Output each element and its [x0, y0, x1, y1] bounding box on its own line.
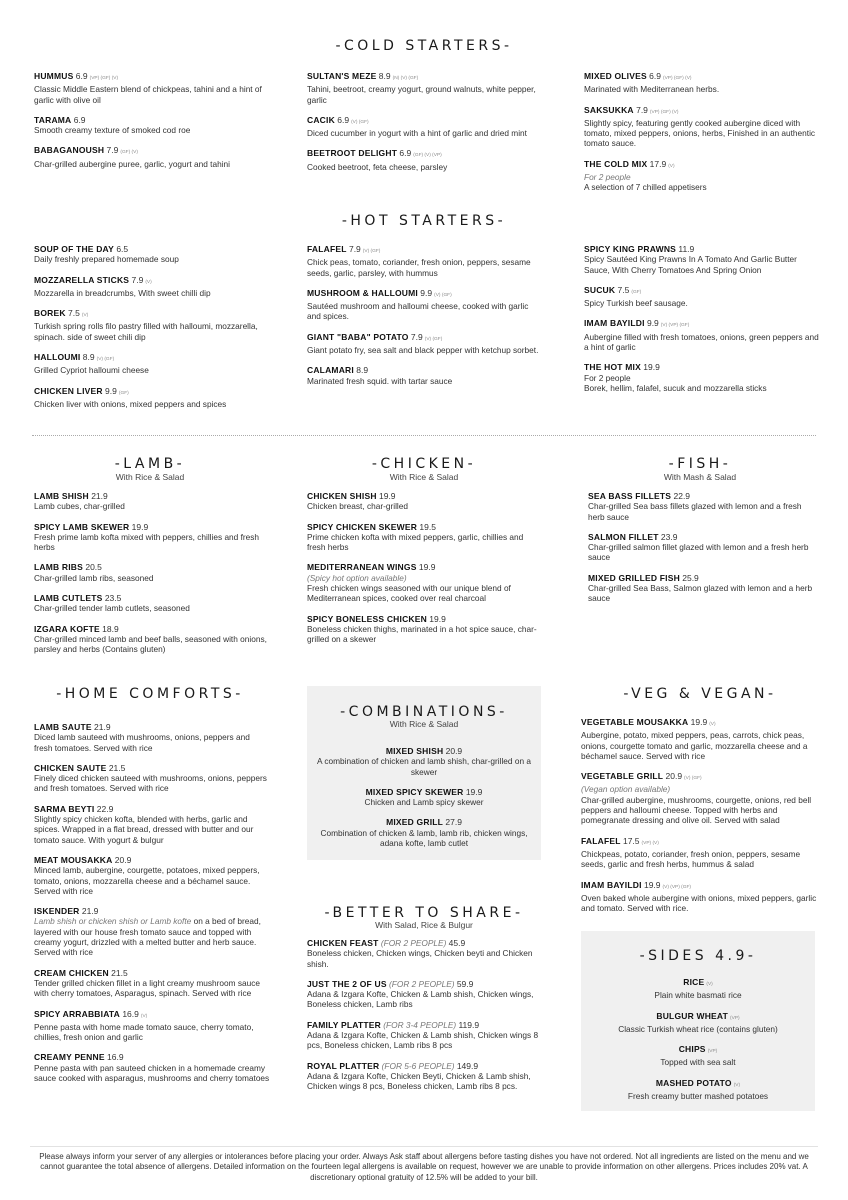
- item-description: Turkish spring rolls filo pastry filled with halloumi, mozzarella, spinach. side of sweet chili dip: [34, 321, 258, 342]
- menu-item-mashed-potato: [589, 1078, 807, 1102]
- item-price: 20.9: [665, 771, 683, 782]
- item-description: Chicken breast, char-grilled: [307, 501, 408, 512]
- item-price: 7.9: [348, 244, 361, 254]
- dietary-tags: (V) (GF): [96, 357, 115, 363]
- lamb-subtitle: With Rice & Salad: [115, 472, 185, 482]
- item-description: Adana & Izgara Kofte, Chicken & Lamb shish, Chicken wings, Boneless chicken, Lamb ribs: [307, 989, 534, 1010]
- item-name: BABAGANOUSH: [34, 145, 105, 156]
- menu-item-the-cold-mix: [584, 159, 820, 193]
- veg-vegan-title: -VEG & VEGAN-: [623, 686, 777, 702]
- item-description: Aubergine filled with fresh tomatoes, onions, green peppers and a hint of garlic: [584, 331, 819, 353]
- item-price: 19.9: [643, 879, 661, 890]
- menu-item-vegetable-grill: [581, 771, 817, 825]
- item-name: MIXED GRILL: [386, 817, 444, 828]
- item-description: Oven baked whole aubergine with onions, mixed peppers, garlic and tomato. Served with rice.: [581, 892, 817, 914]
- cold-col-1: [34, 71, 270, 179]
- item-description: Daily freshly prepared homemade soup: [34, 254, 179, 265]
- item-price: 19.9: [465, 786, 483, 797]
- item-description: Char-grilled lamb ribs, seasoned: [34, 572, 154, 583]
- item-description: Topped with sea salt: [660, 1057, 736, 1068]
- item-price: 6.9: [75, 71, 88, 81]
- item-price: 6.5: [116, 244, 129, 254]
- item-name: MIXED SPICY SKEWER: [365, 786, 464, 797]
- item-name: MUSHROOM & HALLOUMI: [307, 287, 418, 298]
- dietary-tags: (V): [140, 1013, 148, 1019]
- item-price: 19.9: [429, 613, 446, 624]
- menu-item-imam-bayildi: [581, 880, 817, 914]
- item-price: 8.9: [82, 352, 95, 363]
- item-name: SARMA BEYTI: [34, 803, 95, 814]
- item-name: SULTAN'S MEZE: [307, 71, 377, 81]
- dietary-tags: (VP) (V): [641, 840, 659, 846]
- menu-item-mediterranean-wings: [307, 562, 543, 603]
- item-name: CREAM CHICKEN: [34, 967, 109, 978]
- dietary-tags: (GF) (V) (VP): [413, 153, 442, 159]
- dietary-tags: (V): [668, 163, 675, 169]
- item-name: BOREK: [34, 308, 66, 319]
- dietary-tags: (GF) (V): [120, 150, 138, 156]
- item-price: 59.9: [456, 978, 474, 989]
- item-description: Adana & Izgara Kofte, Chicken Beyti, Chicken & Lamb shish, Chicken wings 8 pcs, Boneless chicken, Lamb ribs 8 pcs.: [307, 1070, 531, 1092]
- menu-item-creamy-penne: [34, 1052, 270, 1083]
- menu-item-cream-chicken: [34, 968, 270, 999]
- menu-item-beetroot-delight: [307, 148, 543, 172]
- hot-col-1: [34, 244, 270, 419]
- menu-item-lamb-cutlets: [34, 593, 270, 614]
- menu-item-mozzarella-sticks: [34, 275, 270, 299]
- item-name: CHICKEN FEAST: [307, 938, 379, 948]
- item-name: CHIPS: [678, 1044, 706, 1055]
- item-name: MASHED POTATO: [655, 1077, 732, 1088]
- fish-subtitle: With Mash & Salad: [663, 472, 737, 482]
- item-price: 16.9: [122, 1008, 139, 1019]
- item-price: 21.5: [111, 967, 128, 978]
- item-price: 20.5: [85, 562, 102, 573]
- lamb-list: [34, 491, 270, 665]
- item-name: SPICY LAMB SKEWER: [34, 521, 130, 532]
- item-name: GIANT "BABA" POTATO: [307, 331, 409, 342]
- item-name: CHICKEN LIVER: [34, 385, 103, 396]
- menu-item-cacik: [307, 115, 543, 139]
- item-price: 7.9: [636, 104, 648, 115]
- item-description: Sautéed mushroom and halloumi cheese, cooked with garlic and spices.: [307, 301, 529, 322]
- item-description: Fresh creamy butter mashed potatoes: [627, 1091, 769, 1102]
- item-name: LAMB SAUTE: [34, 722, 92, 732]
- allergen-footer: Please always inform your server of any allergies or intolerances before placing your order. Always Ask staff about allergens before tasting dishes you have not ordered. Not all ingredients are listed on the menu and we cannot guarantee the total absence of allergens. Detailed information on the fourteen legal allergens is available on request, however we are unable to provide information on other allergens. Prices includes 20% vat. A discretionary optional gratuity of 12.5% will be added to your bill.: [39, 1152, 809, 1182]
- item-description: Char-grilled Sea Bass, Salmon glazed with lemon and a herb sauce: [588, 583, 813, 604]
- item-name: SPICY CHICKEN SKEWER: [307, 521, 418, 532]
- dietary-tags: (V) (GF): [424, 336, 443, 342]
- item-description: Char-grilled salmon fillet glazed with lemon and a fresh herb sauce: [588, 542, 809, 563]
- item-price: 9.9: [420, 287, 433, 298]
- menu-item-chicken-feast: [307, 938, 543, 969]
- item-note: (Spicy hot option available): [307, 572, 407, 583]
- home-comforts-list: [34, 722, 270, 1093]
- menu-item-mixed-shish: [315, 746, 533, 777]
- item-note: For 2 people: [584, 172, 631, 183]
- item-description: Grilled Cypriot halloumi cheese: [34, 365, 149, 376]
- item-price: 22.9: [673, 491, 691, 501]
- item-description: Chicken and Lamb spicy skewer: [364, 797, 484, 808]
- item-description: Cooked beetroot, feta cheese, parsley: [307, 161, 448, 172]
- item-description: Classic Middle Eastern blend of chickpeas, tahini and a hint of garlic with olive oil: [34, 84, 262, 105]
- item-price: 18.9: [102, 623, 119, 634]
- item-name: BEETROOT DELIGHT: [307, 148, 398, 159]
- menu-item-calamari: [307, 365, 543, 386]
- item-price: 6.9: [73, 114, 86, 125]
- item-description: Plain white basmati rice: [654, 990, 742, 1001]
- item-price: 7.9: [410, 331, 423, 342]
- item-name: IMAM BAYILDI: [584, 318, 645, 329]
- sides-list: [589, 977, 807, 1111]
- dietary-tags: (V): [706, 982, 713, 987]
- item-name: JUST THE 2 OF US: [307, 978, 387, 989]
- item-description: Diced cucumber in yogurt with a hint of garlic and dried mint: [307, 128, 527, 139]
- item-price: 16.9: [107, 1052, 124, 1063]
- footer-rule: [30, 1146, 818, 1147]
- item-name: THE HOT MIX: [584, 362, 641, 373]
- item-description: Spicy Turkish beef sausage.: [584, 298, 688, 309]
- dietary-tags: (VP): [707, 1049, 718, 1055]
- item-note: (FOR 3-4 PEOPLE): [383, 1019, 457, 1030]
- menu-item-chicken-liver: [34, 386, 270, 410]
- veg-vegan-list: [581, 717, 817, 923]
- menu-item-sultan-s-meze: [307, 71, 543, 105]
- menu-item-lamb-ribs: [34, 562, 270, 583]
- item-price: 20.9: [114, 854, 132, 865]
- item-note: (FOR 5-6 PEOPLE): [381, 1060, 455, 1071]
- item-name: CHICKEN SHISH: [307, 491, 377, 501]
- item-price: 7.5: [68, 308, 80, 319]
- better-to-share-list: [307, 938, 543, 1102]
- dietary-tags: (V) (VP) (GF): [660, 323, 690, 329]
- menu-item-imam-bayildi: [584, 318, 820, 352]
- dietary-tags: (VP) (GF) (V): [89, 76, 119, 81]
- menu-item-iskender: [34, 906, 270, 957]
- item-name: MEAT MOUSAKKA: [34, 854, 113, 865]
- item-name: MIXED GRILLED FISH: [588, 572, 680, 583]
- item-description: Char-grilled minced lamb and beef balls, seasoned with onions, parsley and herbs (Contains gluten): [34, 633, 267, 655]
- dietary-tags: (V) (VP) (GF): [662, 884, 692, 890]
- item-price: 7.9: [106, 145, 119, 156]
- menu-item-the-hot-mix: [584, 362, 820, 393]
- item-description: Char-grilled aubergine, mushrooms, courgette, onions, red bell peppers and halloumi cheese. Topped with herbs and pomegranate dressing and olive oil. Served with salad: [581, 794, 812, 826]
- menu-item-lamb-saute: [34, 722, 270, 753]
- item-name: SOUP OF THE DAY: [34, 244, 114, 254]
- item-name: RICE: [683, 977, 705, 987]
- item-name: FALAFEL: [581, 835, 621, 846]
- item-name: SUCUK: [584, 284, 616, 295]
- item-name: SPICY BONELESS CHICKEN: [307, 613, 427, 624]
- item-name: IZGARA KOFTE: [34, 623, 100, 634]
- item-price: 25.9: [682, 572, 699, 583]
- item-price: 9.9: [105, 385, 117, 396]
- item-price: 149.9: [456, 1060, 479, 1071]
- menu-item-mixed-grill: [315, 817, 533, 848]
- menu-item-just-the-2-of-us: [307, 979, 543, 1010]
- item-description: Lamb cubes, char-grilled: [34, 501, 125, 512]
- item-description: Penne pasta with pan sauteed chicken in a homemade creamy sauce cooked with asparagus, mushrooms and cherry tomatoes: [34, 1062, 270, 1084]
- item-price: 21.9: [94, 722, 111, 732]
- menu-item-sucuk: [584, 285, 820, 309]
- menu-item-spicy-chicken-skewer: [307, 522, 543, 553]
- item-note: Lamb shish or chicken shish or Lamb kofte: [34, 916, 192, 927]
- menu-item-hummus: [34, 71, 270, 105]
- dietary-tags: (N) (V) (GF): [392, 76, 419, 81]
- menu-item-royal-platter: [307, 1061, 543, 1092]
- home-comforts-title: -HOME COMFORTS-: [56, 686, 244, 702]
- dietary-tags: (V) (GF): [684, 776, 702, 782]
- menu-item-borek: [34, 308, 270, 342]
- item-price: 8.9: [356, 365, 369, 376]
- item-note: (FOR 2 PEOPLE): [389, 978, 455, 989]
- item-name: TARAMA: [34, 114, 72, 125]
- item-description: Classic Turkish wheat rice (contains gluten): [618, 1023, 778, 1034]
- menu-item-sea-bass-fillets: [588, 491, 816, 522]
- menu-item-vegetable-mousakka: [581, 717, 817, 761]
- menu-item-bulgur-wheat: [589, 1011, 807, 1035]
- item-name: LAMB SHISH: [34, 491, 89, 501]
- dietary-tags: (V): [733, 1082, 741, 1088]
- menu-item-spicy-boneless-chicken: [307, 614, 543, 645]
- item-description: Mozzarella in breadcrumbs, With sweet chilli dip: [34, 287, 211, 298]
- item-description: Giant potato fry, sea salt and black pepper with ketchup sorbet.: [307, 345, 539, 356]
- item-name: SPICY ARRABBIATA: [34, 1008, 121, 1019]
- lamb-title: -LAMB-: [114, 456, 186, 472]
- item-name: VEGETABLE GRILL: [581, 771, 664, 782]
- item-price: 19.9: [690, 717, 708, 727]
- item-description: A selection of 7 chilled appetisers: [584, 182, 707, 193]
- item-price: 119.9: [458, 1019, 480, 1030]
- dietary-tags: (GF): [631, 289, 642, 295]
- item-description: Spicy Sautéed King Prawns In A Tomato And Garlic Butter Sauce, With Cherry Tomatoes And Spring Onion: [584, 254, 797, 275]
- item-name: BULGUR WHEAT: [656, 1010, 729, 1021]
- item-price: 19.9: [418, 562, 436, 573]
- item-price: 27.9: [445, 817, 462, 828]
- item-name: ROYAL PLATTER: [307, 1060, 380, 1071]
- item-description: Combination of chicken & lamb, lamb rib, chicken wings, adana kofte, lamb cutlet: [320, 827, 528, 849]
- menu-item-spicy-lamb-skewer: [34, 522, 270, 553]
- item-price: 22.9: [96, 803, 114, 814]
- menu-item-mixed-olives: [584, 71, 820, 95]
- item-description: Slightly spicy, featuring gently cooked aubergine diced with tomato, mixed peppers, onions, herbs, Finished in an authentic tomato sauce.: [584, 117, 816, 149]
- menu-item-izgara-kofte: [34, 624, 270, 655]
- item-price: 8.9: [378, 71, 391, 81]
- item-name: CALAMARI: [307, 365, 354, 376]
- item-price: 6.9: [649, 71, 661, 81]
- item-name: SPICY KING PRAWNS: [584, 244, 677, 254]
- item-name: CACIK: [307, 114, 335, 125]
- item-price: 21.5: [108, 762, 126, 773]
- item-price: 17.5: [622, 835, 640, 846]
- menu-item-chicken-saute: [34, 763, 270, 794]
- item-name: MOZZARELLA STICKS: [34, 274, 130, 285]
- sides-title: -SIDES 4.9-: [639, 948, 757, 964]
- item-description: Tender grilled chicken fillet in a light creamy mushroom sauce with cherry tomatoes, Asparagus, spinach. Served with rice: [34, 977, 260, 999]
- cold-col-3: [584, 71, 820, 203]
- item-name: SEA BASS FILLETS: [588, 491, 672, 501]
- hot-starters-title: -HOT STARTERS-: [341, 213, 507, 229]
- dietary-tags: (V) (GF): [351, 119, 369, 125]
- cold-starters-title: -COLD STARTERS-: [335, 38, 513, 54]
- dietary-tags: (GF): [118, 390, 129, 396]
- item-description: Tahini, beetroot, creamy yogurt, ground walnuts, white pepper, garlic: [307, 84, 536, 105]
- menu-item-soup-of-the-day: [34, 244, 270, 265]
- item-price: 7.5: [617, 284, 630, 295]
- item-name: SALMON FILLET: [588, 531, 659, 542]
- dietary-tags: (V): [145, 279, 152, 285]
- item-description: Chickpeas, potato, coriander, fresh onion, peppers, sesame seeds, garlic and fresh herbs, hummus & salad: [581, 848, 801, 870]
- item-description: Minced lamb, aubergine, courgette, potatoes, mixed peppers, tomato, onions, mozzarella cheese and a béchamel sauce. Served with rice: [34, 865, 260, 896]
- item-price: 9.9: [646, 318, 659, 329]
- chicken-subtitle: With Rice & Salad: [389, 472, 459, 482]
- item-price: 6.9: [399, 148, 412, 159]
- menu-item-chips: [589, 1044, 807, 1068]
- item-description: Char-grilled tender lamb cutlets, seasoned: [34, 603, 190, 614]
- item-name: SAKSUKKA: [584, 104, 634, 115]
- item-name: IMAM BAYILDI: [581, 879, 642, 890]
- menu-item-babaganoush: [34, 145, 270, 169]
- item-price: 7.9: [131, 274, 144, 285]
- item-description: Chick peas, tomato, coriander, fresh onion, peppers, sesame seeds, garlic, parsley, with hummus: [307, 257, 531, 278]
- item-description: Slightly spicy chicken kofta, blended with herbs, garlic and spices. Wrapped in a flat bread, dressed with butter and our tomato sauce. With yogurt & bulgur: [34, 814, 254, 845]
- dietary-tags: (VP) (GF) (V): [663, 76, 692, 81]
- item-price: 19.9: [378, 491, 396, 501]
- chicken-title: -CHICKEN-: [371, 456, 477, 472]
- menu-item-family-platter: [307, 1020, 543, 1051]
- item-note: (Vegan option available): [581, 784, 671, 795]
- combinations-title: -COMBINATIONS-: [340, 704, 508, 720]
- menu-item-meat-mousakka: [34, 855, 270, 896]
- item-price: 11.9: [678, 244, 695, 254]
- item-price: 45.9: [448, 938, 466, 948]
- item-price: 6.9: [337, 114, 350, 125]
- menu-item-spicy-arrabbiata: [34, 1009, 270, 1043]
- dietary-tags: (VP) (GF) (V): [649, 109, 679, 115]
- item-description: on a bed of bread, layered with our house fresh tomato sauce and topped with creamy yogurt, drizzled with a melted butter and herb sauce. Served with rice: [34, 916, 261, 958]
- item-price: 23.5: [104, 593, 122, 604]
- menu-item-chicken-shish: [307, 491, 543, 512]
- item-name: CREAMY PENNE: [34, 1052, 105, 1063]
- item-price: 20.9: [445, 746, 463, 756]
- dietary-tags: (V) (GF): [434, 292, 452, 298]
- item-name: FALAFEL: [307, 244, 347, 254]
- hot-col-2: [307, 244, 543, 396]
- fish-list: [588, 491, 816, 614]
- item-description: Boneless chicken thighs, marinated in a hot spice sauce, char-grilled on a skewer: [307, 623, 537, 645]
- combinations-subtitle: With Rice & Salad: [389, 719, 459, 729]
- item-description: Fresh chicken wings seasoned with our unique blend of Mediterranean spices, cooked over real charcoal: [307, 583, 511, 604]
- item-name: LAMB RIBS: [34, 562, 84, 573]
- item-description: Marinated fresh squid. with tartar sauce: [307, 375, 453, 386]
- item-name: MIXED SHISH: [385, 746, 444, 756]
- item-description: Diced lamb sauteed with mushrooms, onions, peppers and fresh tomatoes. Served with rice: [34, 732, 250, 753]
- hot-col-3: [584, 244, 820, 403]
- item-price: 19.9: [643, 362, 660, 373]
- menu-item-sarma-beyti: [34, 804, 270, 845]
- chicken-list: [307, 491, 543, 655]
- menu-item-saksukka: [584, 105, 820, 149]
- item-name: FAMILY PLATTER: [307, 1019, 381, 1030]
- item-name: ISKENDER: [34, 906, 80, 917]
- item-name: HALLOUMI: [34, 352, 81, 363]
- item-price: 23.9: [660, 531, 678, 542]
- item-description: Adana & Izgara Kofte, Chicken & Lamb shish, Chicken wings 8 pcs, Boneless chicken, Lamb ribs 8 pcs: [307, 1030, 539, 1051]
- section-divider: [32, 435, 816, 436]
- combinations-list: [315, 746, 533, 858]
- menu-item-spicy-king-prawns: [584, 244, 820, 275]
- item-name: CHICKEN SAUTE: [34, 762, 107, 773]
- fish-title: -FISH-: [668, 456, 732, 472]
- menu-item-salmon-fillet: [588, 532, 816, 563]
- dietary-tags: (V) (GF): [362, 249, 381, 254]
- item-description: Char-grilled Sea bass fillets glazed with lemon and a fresh herb sauce: [588, 501, 802, 522]
- menu-item-falafel: [307, 244, 543, 278]
- dietary-tags: (VP): [730, 1015, 740, 1021]
- menu-item-halloumi: [34, 352, 270, 376]
- menu-item-tarama: [34, 115, 270, 136]
- dietary-tags: (V): [709, 722, 716, 727]
- menu-item-giant-baba-potato: [307, 332, 543, 356]
- item-description: Marinated with Mediterranean herbs.: [584, 84, 720, 95]
- item-price: 21.9: [91, 491, 108, 501]
- item-description: Char-grilled aubergine puree, garlic, yogurt and tahini: [34, 158, 231, 169]
- item-price: 19.9: [131, 521, 149, 532]
- item-description: Finely diced chicken sauteed with mushrooms, onions, peppers and fresh tomatoes. Served with rice: [34, 773, 267, 794]
- item-name: VEGETABLE MOUSAKKA: [581, 717, 689, 727]
- better-to-share-subtitle: With Salad, Rice & Bulgur: [375, 920, 473, 930]
- item-description: Penne pasta with home made tomato sauce, cherry tomato, chillies, fresh onion and garlic: [34, 1021, 254, 1043]
- item-description: Prime chicken kofta with mixed peppers, garlic, chillies and fresh herbs: [307, 531, 524, 553]
- item-description: For 2 people Borek, hellim, falafel, sucuk and mozzarella sticks: [584, 372, 767, 393]
- menu-item-lamb-shish: [34, 491, 270, 512]
- item-name: THE COLD MIX: [584, 158, 648, 169]
- menu-item-mushroom-halloumi: [307, 288, 543, 322]
- menu-item-mixed-spicy-skewer: [315, 787, 533, 808]
- dietary-tags: (V): [81, 313, 89, 319]
- item-name: MEDITERRANEAN WINGS: [307, 562, 417, 573]
- item-description: Fresh prime lamb kofta mixed with peppers, chillies and fresh herbs: [34, 531, 260, 553]
- item-name: MIXED OLIVES: [584, 71, 647, 81]
- item-price: 21.9: [81, 906, 99, 917]
- item-name: LAMB CUTLETS: [34, 593, 103, 604]
- cold-col-2: [307, 71, 543, 182]
- item-description: A combination of chicken and lamb shish, char-grilled on a skewer: [317, 756, 531, 777]
- better-to-share-title: -BETTER TO SHARE-: [324, 905, 524, 921]
- item-description: Chicken liver with onions, mixed peppers and spices: [34, 398, 227, 409]
- menu-item-falafel: [581, 836, 817, 870]
- item-description: Aubergine, potato, mixed peppers, peas, carrots, chick peas, onions, courgette tomato and garlic, mozzarella cheese and a béchamel sauce. Served with rice: [581, 730, 808, 761]
- item-price: 19.5: [419, 521, 436, 532]
- item-name: HUMMUS: [34, 71, 74, 81]
- item-price: 17.9: [649, 158, 667, 169]
- item-description: Smooth creamy texture of smoked cod roe: [34, 125, 191, 136]
- item-note: (FOR 2 PEOPLE): [380, 938, 447, 948]
- item-description: Boneless chicken, Chicken wings, Chicken beyti and Chicken shish.: [307, 948, 533, 969]
- menu-item-rice: [589, 977, 807, 1001]
- menu-item-mixed-grilled-fish: [588, 573, 816, 604]
